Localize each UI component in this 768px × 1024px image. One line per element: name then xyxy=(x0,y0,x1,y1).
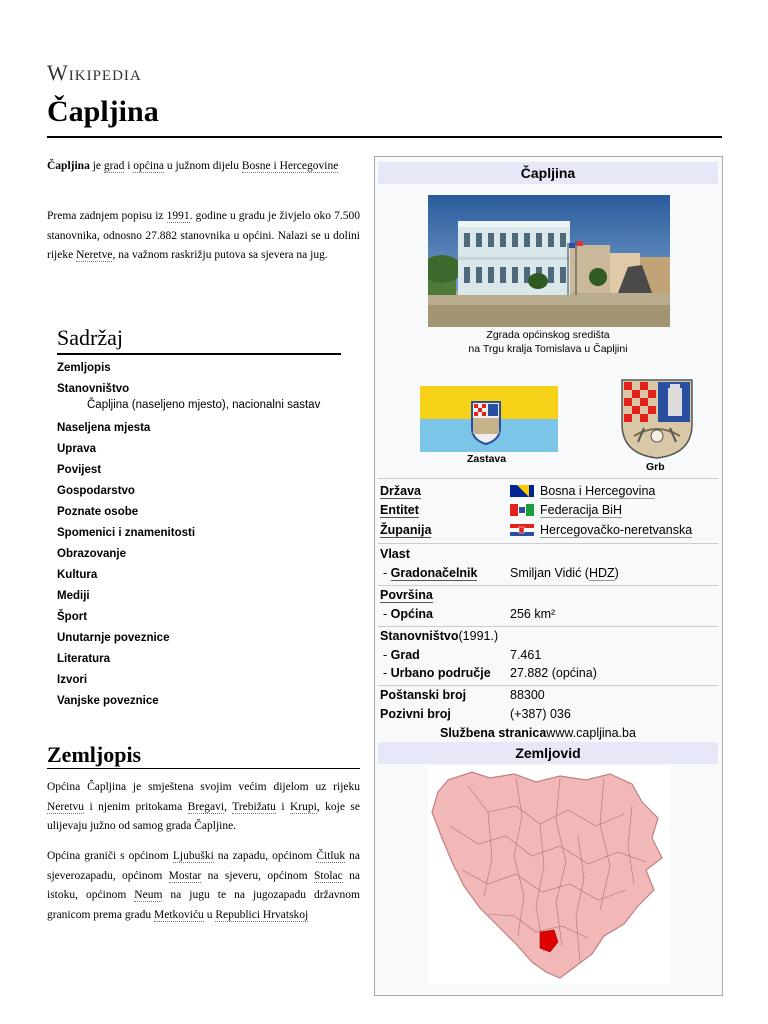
page-title: Čapljina xyxy=(47,95,159,128)
toc-item-poznate-osobe[interactable]: Poznate osobe xyxy=(57,506,139,518)
value-grad: 7.461 xyxy=(510,648,542,662)
value-gradonacelnik: Smiljan Vidić (HDZ) xyxy=(510,566,619,580)
town-hall-photo[interactable] xyxy=(428,195,670,327)
value-urbano-podrucje: 27.882 (općina) xyxy=(510,666,597,680)
official-site-row xyxy=(440,726,636,740)
fbih-flag-icon xyxy=(510,504,534,516)
title-divider xyxy=(47,136,722,138)
link-neretvu[interactable]: Neretvu xyxy=(47,800,85,813)
toc-item-izvori[interactable]: Izvori xyxy=(57,674,88,686)
toc-item-literatura[interactable]: Literatura xyxy=(57,653,111,665)
label-grad: - Grad xyxy=(383,648,420,662)
toc-item-unutarnje-poveznice[interactable]: Unutarnje poveznice xyxy=(57,632,170,644)
value-opcina: 256 km² xyxy=(510,607,556,621)
toc-item-vanjske-poveznice[interactable]: Vanjske poveznice xyxy=(57,695,159,707)
infobox-title: Čapljina xyxy=(378,162,718,184)
toc-item-uprava[interactable]: Uprava xyxy=(57,443,96,455)
photo-caption-line-2: na Trgu kralja Tomislava u Čapljini xyxy=(468,343,628,355)
section-heading-zemljopis: Zemljopis xyxy=(47,742,142,767)
party-link[interactable]: HDZ xyxy=(588,566,615,580)
canton-flag-icon xyxy=(510,524,534,536)
link-neretve[interactable]: Neretve xyxy=(76,249,113,261)
intro-paragraph-2: Prema zadnjem popisu iz 1991. godine u gradu je živjelo oko 7.500 stanovnika, odnosno 27.882 stanovnika u općini. Nalazi se u dolini rijeke Neretve, na važnom raskrižju putova sa sjevera na jug. xyxy=(47,210,360,261)
link-bregavi[interactable]: Bregavi xyxy=(187,800,225,813)
toc-divider xyxy=(57,353,341,355)
label-pozivni-broj: Pozivni broj xyxy=(380,707,451,721)
value-drzava[interactable]: Bosna i Hercegovina xyxy=(510,484,655,498)
coat-of-arms[interactable] xyxy=(620,378,694,460)
value-postanski-broj: 88300 xyxy=(510,688,545,702)
intro-bold-term: Čapljina xyxy=(47,160,90,172)
intro-paragraph-1: Čapljina je grad i općina u južnom dijelu Bosne i Hercegovine xyxy=(47,160,339,172)
flag-caption: Zastava xyxy=(467,453,507,465)
label-vlast: Vlast xyxy=(380,547,410,561)
photo-caption-line-1: Zgrada općinskog središta xyxy=(486,329,610,341)
official-site-link[interactable]: www.capljina.ba xyxy=(546,726,636,740)
toc-item-zemljopis[interactable]: Zemljopis xyxy=(57,362,111,374)
bih-flag-icon xyxy=(510,485,534,497)
infobox-divider xyxy=(378,626,718,627)
toc-subitem-nacionalni-sastav[interactable]: Čapljina (naseljeno mjesto), nacionalni sastav xyxy=(87,399,321,411)
link-metkovicu[interactable]: Metkoviću xyxy=(153,908,204,921)
infobox-divider xyxy=(378,685,718,686)
label-gradonacelnik: - Gradonačelnik xyxy=(383,566,478,580)
link-citluk[interactable]: Čitluk xyxy=(316,850,346,862)
value-entitet[interactable]: Federacija BiH xyxy=(510,503,622,517)
municipality-flag[interactable] xyxy=(420,386,558,452)
infobox-divider xyxy=(378,543,718,544)
label-stanovnistvo: Stanovništvo(1991.) xyxy=(380,629,499,643)
label-opcina: - Općina xyxy=(383,607,434,621)
infobox-divider xyxy=(378,585,718,586)
label-urbano-podrucje: - Urbano područje xyxy=(383,666,491,680)
link-krupi[interactable]: Krupi xyxy=(289,800,317,813)
coa-caption: Grb xyxy=(646,461,665,473)
location-map[interactable] xyxy=(428,766,670,984)
toc-item-stanovnistvo[interactable]: Stanovništvo xyxy=(57,383,130,395)
link-opcina[interactable]: općina xyxy=(133,160,164,172)
link-bosne-i-hercegovine[interactable]: Bosne i Hercegovine xyxy=(241,160,339,172)
label-drzava: Država xyxy=(380,484,421,498)
link-grad[interactable]: grad xyxy=(103,160,125,172)
toc-item-kultura[interactable]: Kultura xyxy=(57,569,98,581)
link-stolac[interactable]: Stolac xyxy=(314,869,343,882)
toc-item-povijest[interactable]: Povijest xyxy=(57,464,102,476)
section-paragraph-2: Općina graniči s općinom Ljubuški na zapadu, općinom Čitluk na sjeverozapadu, općinom Mostar na sjeveru, općinom Stolac na istoku, općinom Neum na jugu te na jugozapadu državnom granicom prema gradu Metkoviću u Republici Hrvatskoj xyxy=(47,850,361,921)
label-postanski-broj: Poštanski broj xyxy=(380,688,467,702)
label-entitet: Entitet xyxy=(380,503,419,517)
toc-item-obrazovanje[interactable]: Obrazovanje xyxy=(57,548,127,560)
link-ljubuski[interactable]: Ljubuški xyxy=(172,850,214,862)
label-sluzbena-stranica: Službena stranica xyxy=(440,726,547,740)
link-1991[interactable]: 1991 xyxy=(166,210,190,222)
section-paragraph-1: Općina Čapljina je smještena svojim većim dijelom uz rijeku Neretvu i njenim pritokama Bregavi, Trebižatu i Krupi, koje se ulijevaju južno od samog grada Čapljine. xyxy=(47,781,361,832)
label-zupanija: Županija xyxy=(380,523,432,537)
value-zupanija[interactable]: Hercegovačko-neretvanska xyxy=(510,523,692,537)
value-pozivni-broj: (+387) 036 xyxy=(510,707,571,721)
toc-item-sport[interactable]: Šport xyxy=(57,611,88,623)
map-header: Zemljovid xyxy=(378,742,718,764)
infobox-divider xyxy=(378,478,718,479)
label-povrsina: Površina xyxy=(380,588,433,602)
link-mostar[interactable]: Mostar xyxy=(168,869,202,882)
toc-item-naseljena-mjesta[interactable]: Naseljena mjesta xyxy=(57,422,151,434)
link-neum[interactable]: Neum xyxy=(134,889,163,901)
toc-item-gospodarstvo[interactable]: Gospodarstvo xyxy=(57,485,135,497)
link-republici-hrvatskoj[interactable]: Republici Hrvatskoj xyxy=(215,908,309,921)
link-trebizatu[interactable]: Trebižatu xyxy=(232,800,276,813)
toc-title: Sadržaj xyxy=(57,325,123,350)
section-divider xyxy=(47,768,360,769)
toc-item-mediji[interactable]: Mediji xyxy=(57,590,90,602)
toc-item-spomenici[interactable]: Spomenici i znamenitosti xyxy=(57,527,196,539)
wikipedia-logo[interactable]: Wikipedia xyxy=(47,60,142,85)
